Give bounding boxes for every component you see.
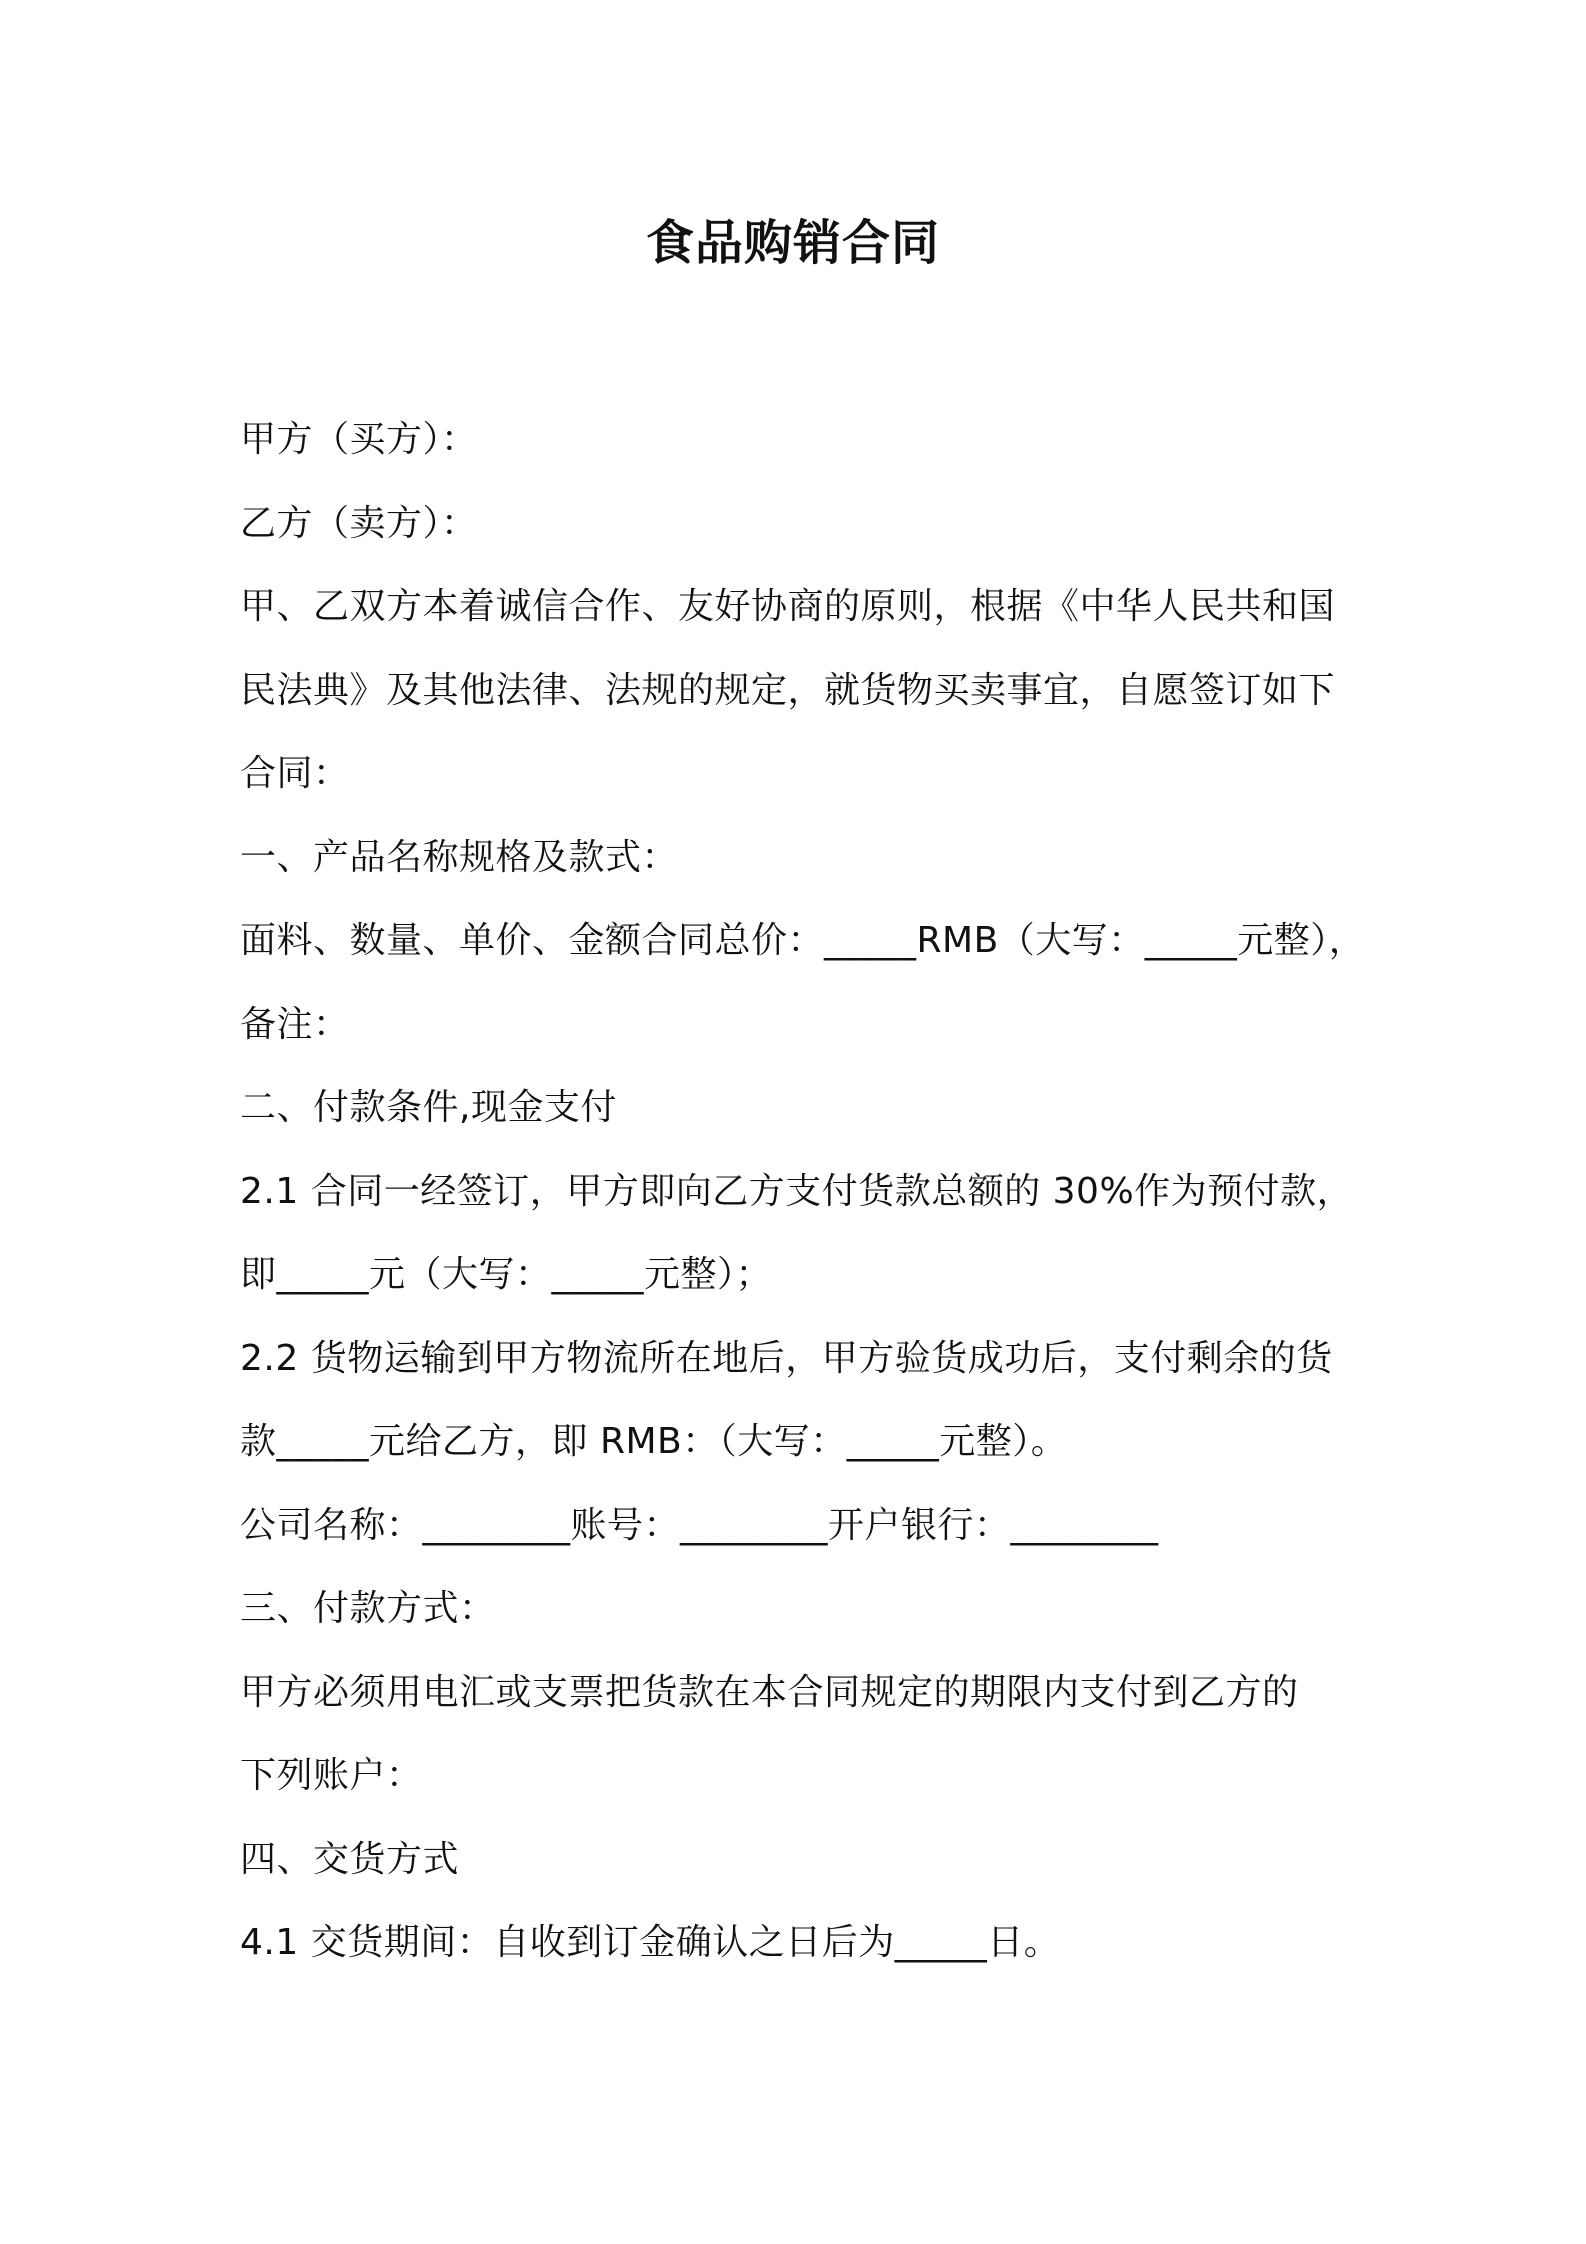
section-3-heading: 三、付款方式： <box>240 1588 496 1629</box>
clause-4-1-line: 4.1 交货期间：自收到订金确认之日后为_____日。 <box>240 1922 1061 1963</box>
clause-2-2-line-2: 款_____元给乙方，即 RMB：（大写：_____元整）。 <box>240 1421 1068 1462</box>
party-a-line: 甲方（买方）： <box>240 419 478 460</box>
document-body <box>240 398 1366 1985</box>
bank-info-line: 公司名称：________账号：________开户银行：________ <box>240 1504 1159 1546</box>
preamble-line-2: 民法典》及其他法律、法规的规定，就货物买卖事宜，自愿签订如下 <box>240 669 1336 711</box>
section-1-remarks: 备注： <box>240 1003 350 1045</box>
party-b-line: 乙方（卖方）： <box>240 502 478 544</box>
section-2-heading: 二、付款条件,现金支付 <box>240 1087 617 1128</box>
section-1-price-line: 面料、数量、单价、金额合同总价：_____RMB（大写：_____元整）， <box>240 920 1366 961</box>
document-title: 食品购销合同 <box>645 215 940 271</box>
preamble-line-3: 合同： <box>240 753 350 794</box>
preamble-line-1: 甲、乙双方本着诚信合作、友好协商的原则，根据《中华人民共和国 <box>240 586 1336 627</box>
section-3-text-line-1: 甲方必须用电汇或支票把货款在本合同规定的期限内支付到乙方的 <box>240 1671 1299 1713</box>
clause-2-2-line-1: 2.2 货物运输到甲方物流所在地后，甲方验货成功后，支付剩余的货 <box>240 1337 1333 1379</box>
clause-2-1-line-1: 2.1 合同一经签订，甲方即向乙方支付货款总额的 30%作为预付款， <box>240 1170 1354 1212</box>
section-4-heading: 四、交货方式 <box>240 1838 460 1880</box>
section-3-text-line-2: 下列账户： <box>240 1755 423 1796</box>
clause-2-1-line-2: 即_____元（大写：_____元整）； <box>240 1254 773 1295</box>
section-1-heading: 一、产品名称规格及款式： <box>240 836 679 878</box>
